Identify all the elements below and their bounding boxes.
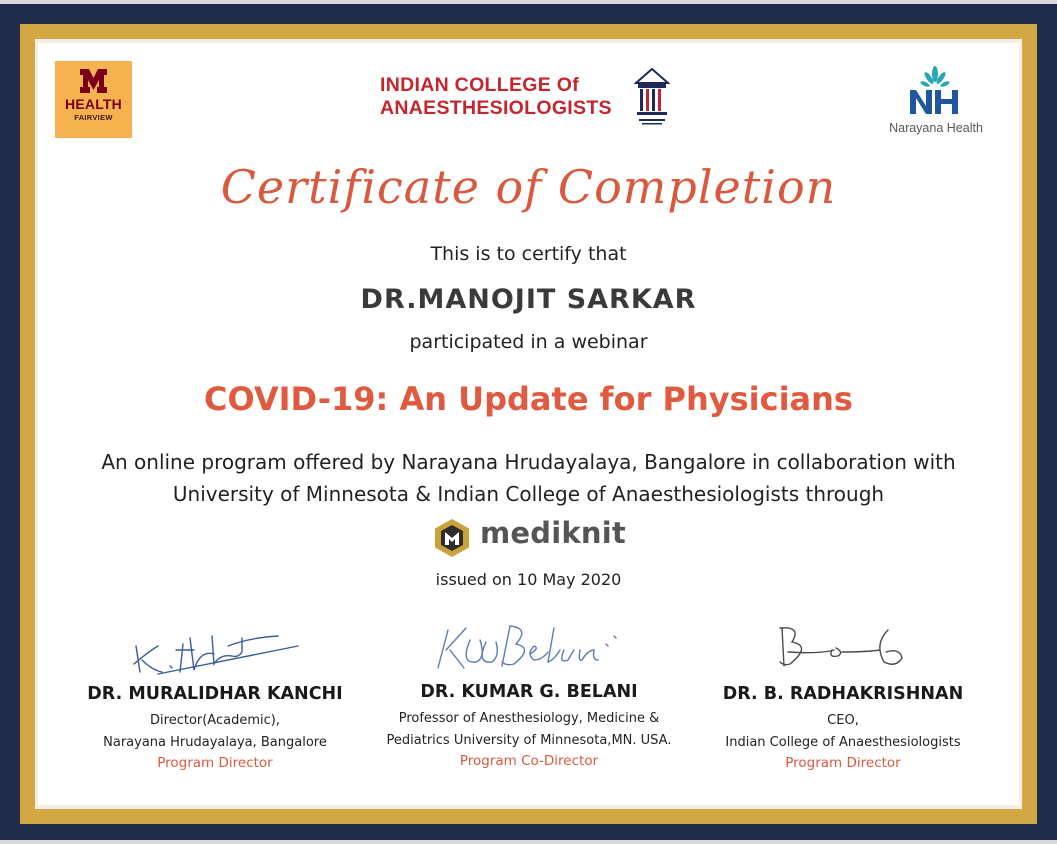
signatory-2-name: DR. KUMAR G. BELANI [420, 682, 638, 702]
signatory-2-title: Professor of Anesthesiology, Medicine & [398, 711, 660, 726]
m-health-fairview-logo [55, 61, 132, 138]
top-strip [0, 0, 1057, 4]
signatory-3-role: Program Director [785, 755, 901, 771]
signature-radhakrishnan [770, 622, 915, 672]
signatory-3 [688, 684, 998, 771]
recipient-name: DR.MANOJIT SARKAR [360, 284, 697, 315]
issued-date: issued on 10 May 2020 [435, 570, 622, 589]
signatory-3-name: DR. B. RADHAKRISHNAN [722, 684, 964, 704]
ica-emblem-icon [634, 67, 670, 129]
description-line-2: University of Minnesota & Indian College of Anaesthesiologists through [172, 482, 885, 506]
signatory-1-name: DR. MURALIDHAR KANCHI [87, 684, 343, 704]
ica-logo-text [380, 74, 630, 120]
signatory-1-org: Narayana Hrudayalaya, Bangalore [103, 735, 327, 750]
certificate-title: Certificate of Completion [220, 160, 837, 214]
signatory-1-title: Director(Academic), [150, 713, 280, 728]
logo-left-word: HEALTH [65, 96, 122, 112]
bottom-strip [0, 840, 1057, 844]
signatory-1-role: Program Director [157, 755, 273, 771]
signatory-2-org: Pediatrics University of Minnesota,MN. USA. [386, 733, 672, 748]
ica-line2: ANAESTHESIOLOGISTS [380, 97, 612, 119]
ica-line1: INDIAN COLLEGE Of [380, 74, 580, 96]
participation-line: participated in a webinar [409, 331, 648, 353]
certify-line: This is to certify that [430, 243, 627, 265]
signatory-2-role: Program Co-Director [459, 753, 599, 769]
signatory-2 [359, 682, 699, 769]
description-line-1: An online program offered by Narayana Hrudayalaya, Bangalore in collaboration with [101, 450, 956, 474]
mediknit-wordmark: mediknit [480, 516, 626, 550]
webinar-title: COVID-19: An Update for Physicians [204, 380, 853, 418]
signatory-3-title: CEO, [827, 713, 859, 728]
program-description [60, 446, 997, 510]
signatory-1 [55, 684, 375, 771]
logo-left-sub: FAIRVIEW [74, 113, 113, 122]
signature-belani [430, 620, 630, 675]
signatory-3-org: Indian College of Anaesthesiologists [725, 735, 961, 750]
mediknit-icon [432, 518, 472, 558]
signature-kanchi [128, 624, 303, 679]
narayana-health-label: Narayana Health [889, 121, 983, 135]
minnesota-m-icon [80, 69, 107, 93]
